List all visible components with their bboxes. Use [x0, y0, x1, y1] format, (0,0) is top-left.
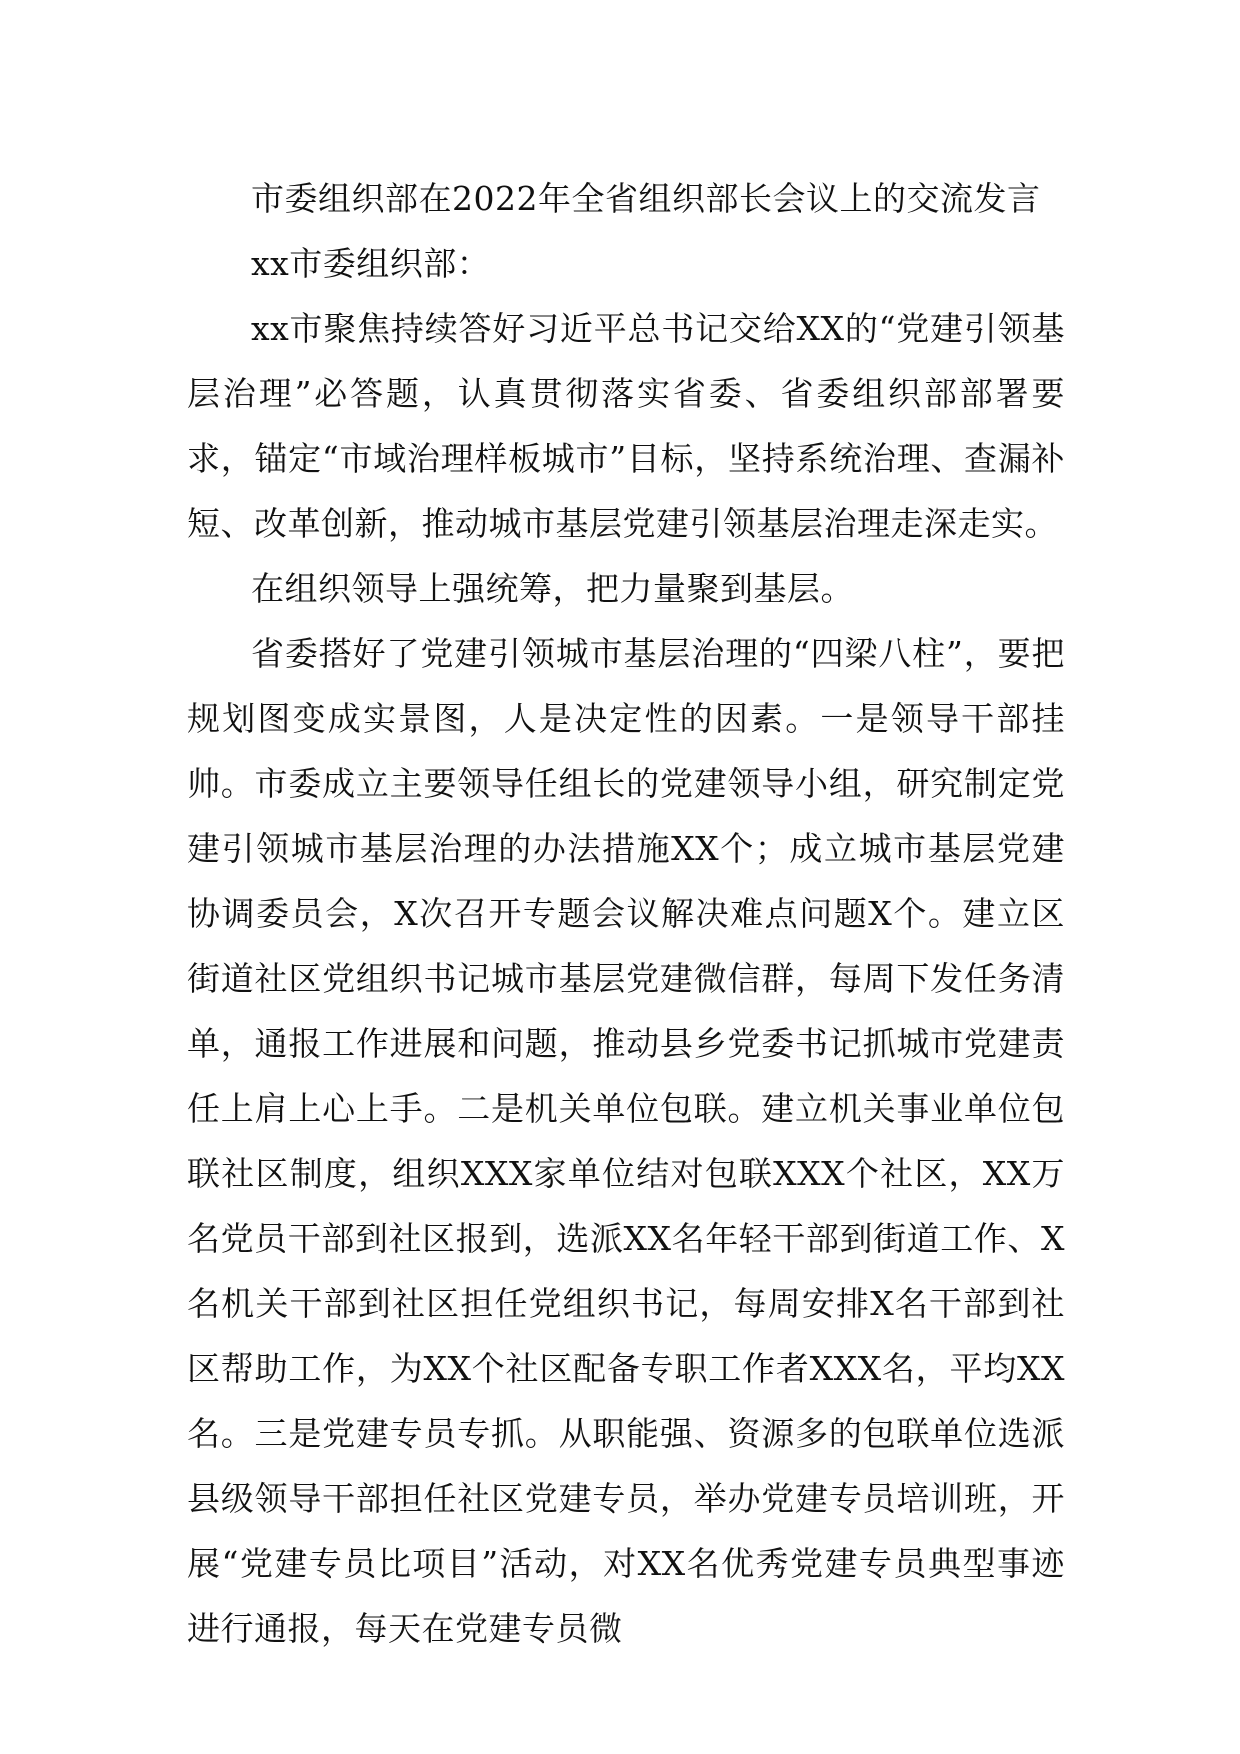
document-body [187, 166, 1065, 1661]
paragraph-intro: xx市聚焦持续答好习近平总书记交给XX的“党建引领基层治理”必答题，认真贯彻落实省委、省委组织部部署要求，锚定“市域治理样板城市”目标，坚持系统治理、查漏补短、改革创新，推动城市基层党建引领基层治理走深走实。 [187, 309, 1065, 543]
salutation: xx市委组织部： [251, 244, 491, 283]
section-heading: 在组织领导上强统筹，把力量聚到基层。 [251, 569, 854, 608]
paragraph-body: 省委搭好了党建引领城市基层治理的“四梁八柱”，要把规划图变成实景图，人是决定性的因素。一是领导干部挂帅。市委成立主要领导任组长的党建领导小组，研究制定党建引领城市基层治理的办法措施XX个；成立城市基层党建协调委员会，X次召开专题会议解决难点问题X个。建立区街道社区党组织书记城市基层党建微信群，每周下发任务清单，通报工作进展和问题，推动县乡党委书记抓城市党建责任上肩上心上手。二是机关单位包联。建立机关事业单位包联社区制度，组织XXX家单位结对包联XXX个社区，XX万名党员干部到社区报到，选派XX名年轻干部到街道工作、X名机关干部到社区担任党组织书记，每周安排X名干部到社区帮助工作，为XX个社区配备专职工作者XXX名，平均XX名。三是党建专员专抓。从职能强、资源多的包联单位选派县级领导干部担任社区党建专员，举办党建专员培训班，开展“党建专员比项目”活动，对XX名优秀党建专员典型事迹进行通报，每天在党建专员微 [187, 634, 1065, 1648]
document-title: 市委组织部在2022年全省组织部长会议上的交流发言 [251, 179, 1041, 218]
